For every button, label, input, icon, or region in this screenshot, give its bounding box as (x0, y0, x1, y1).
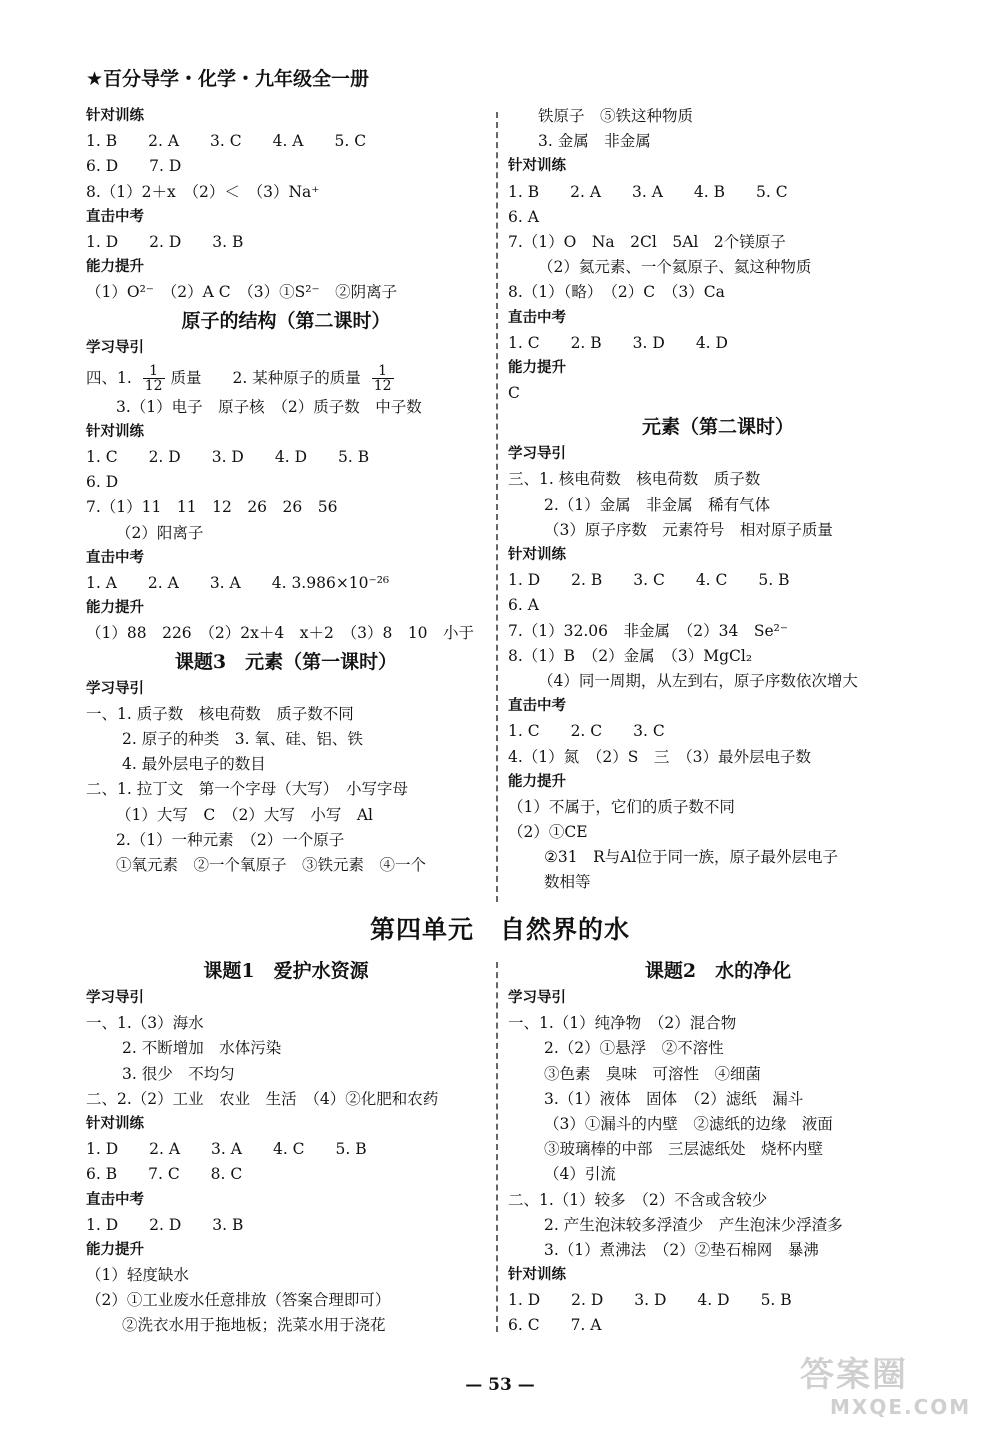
answer-line: 6. C 7. A (508, 1316, 602, 1335)
watermark-url: MXQE.COM (830, 1395, 972, 1419)
answer-line: 二、2.（2）工业 农业 生活 （4）②化肥和农药 (86, 1089, 439, 1108)
answer-line: 8.（1）（略） （2）C （3）Ca (508, 283, 725, 302)
answer-line: 3.（1）煮沸法 （2）②垫石棉网 暴沸 (544, 1240, 819, 1259)
answer-line: （2）阳离子 (116, 523, 204, 542)
answer-line: 1. C 2. D 3. D 4. D 5. B (86, 448, 370, 467)
answer-line: 1. A 2. A 3. A 4. 3.986×10⁻²⁶ (86, 574, 390, 592)
section-heading: 针对训练 (508, 1267, 566, 1284)
answer-line: （2）氦元素、一个氦原子、氦这种物质 (538, 258, 812, 277)
answer-line: （3）①漏斗的内壁 ②滤纸的边缘 液面 (544, 1114, 833, 1133)
section-heading: 能力提升 (86, 600, 144, 617)
answer-line: ②31 R与Al位于同一族，原子最外层电子 (544, 848, 838, 867)
section-heading: 直击中考 (86, 1191, 144, 1208)
answer-line: 一、1.（1）纯净物 （2）混合物 (508, 1014, 737, 1033)
answer-line: （3）原子序数 元素符号 相对原子质量 (544, 520, 833, 539)
answer-line: 6. A (508, 207, 539, 226)
answer-line: 二、1. 拉丁文 第一个字母（大写） 小写字母 (86, 780, 408, 799)
answer-line: 6. D (86, 473, 119, 492)
answer-line: 1. C 2. C 3. C (508, 722, 665, 741)
answer-line: （4）同一周期，从左到右，原子序数依次增大 (538, 671, 858, 690)
answer-line: 6. A (508, 596, 539, 615)
answer-line: 3. 金属 非金属 (538, 132, 651, 151)
answer-line: 1. D 2. D 3. D 4. D 5. B (508, 1291, 792, 1310)
right-column-bottom (508, 956, 928, 1339)
section-heading: 学习导引 (86, 339, 144, 356)
answer-line (86, 361, 486, 395)
fraction (372, 364, 394, 393)
right-column-top (508, 104, 928, 896)
answer-line: 1. B 2. A 3. A 4. B 5. C (508, 182, 788, 201)
answer-text: 质量 2. 某种原子的质量 (170, 368, 366, 387)
fraction-denominator: 12 (373, 378, 392, 395)
left-column-top (86, 104, 486, 878)
answer-line: 2.（1）一种元素 （2）一个原子 (116, 830, 345, 849)
answer-line: （1）轻度缺水 (86, 1266, 189, 1285)
answer-line: （1）大写 C （2）大写 小写 Al (116, 805, 373, 824)
answer-line: （2）①CE (508, 823, 588, 842)
unit-title: 第四单元 自然界的水 (369, 915, 630, 944)
answer-line: 4. 最外层电子的数目 (122, 755, 266, 774)
section-heading: 直击中考 (86, 208, 144, 225)
answer-line: （2）①工业废水任意排放（答案合理即可） (86, 1291, 391, 1310)
section-heading: 针对训练 (86, 108, 144, 124)
book-header: ★百分导学・化学・九年级全一册 (86, 68, 370, 90)
lesson-title: 课题1 爱护水资源 (203, 960, 369, 982)
answer-line: ②洗衣水用于拖地板；洗菜水用于浇花 (122, 1316, 386, 1335)
section-heading: 能力提升 (508, 773, 566, 790)
answer-line: 1. D 2. D 3. B (86, 1215, 244, 1234)
lesson-title: 课题2 水的净化 (644, 960, 792, 982)
section-heading: 针对训练 (508, 158, 566, 175)
section-heading: 学习导引 (508, 990, 566, 1006)
fraction-numerator: 1 (372, 364, 394, 379)
answer-line: 3.（1）电子 原子核 （2）质子数 中子数 (116, 397, 422, 416)
fraction-denominator: 12 (144, 378, 163, 395)
section-heading: 能力提升 (86, 1241, 144, 1258)
answer-line: 一、1. 质子数 核电荷数 质子数不同 (86, 704, 354, 723)
answer-line: 1. D 2. B 3. C 4. C 5. B (508, 571, 790, 590)
column-divider-top (496, 112, 498, 902)
answer-line: 7.（1）11 11 12 26 26 56 (86, 498, 338, 517)
answer-line: （1）不属于，它们的质子数不同 (508, 797, 735, 816)
section-heading: 直击中考 (508, 309, 566, 326)
answer-line: 4.（1）氮 （2）S 三 （3）最外层电子数 (508, 747, 811, 766)
answer-line: 铁原子 ⑤铁这种物质 (538, 107, 694, 125)
answer-line: ③玻璃棒的中部 三层滤纸处 烧杯内壁 (544, 1140, 824, 1159)
answer-line: 6. D 7. D (86, 157, 182, 176)
left-column-bottom (86, 956, 486, 1339)
answer-text: 四、1. (86, 368, 137, 387)
column-divider-bottom (496, 962, 498, 1332)
answer-line: 7.（1）32.06 非金属 （2）34 Se²⁻ (508, 621, 789, 640)
answer-line: 3.（1）液体 固体 （2）滤纸 漏斗 (544, 1089, 804, 1108)
answer-line: 3. 很少 不均匀 (122, 1064, 235, 1083)
lesson-title: 元素（第二课时） (641, 416, 794, 439)
section-heading: 能力提升 (86, 259, 144, 276)
answer-line: （4）引流 (544, 1165, 616, 1184)
answer-line: 一、1.（3）海水 (86, 1014, 204, 1033)
watermark-logo (800, 1355, 980, 1425)
section-heading: 直击中考 (508, 698, 566, 715)
lesson-title: 课题3 元素（第一课时） (174, 650, 398, 673)
answer-line: 7.（1）O Na 2Cl 5Al 2个镁原子 (508, 232, 786, 251)
section-heading: 针对训练 (86, 423, 144, 440)
answer-line: （1）O²⁻ （2）A C （3）①S²⁻ ②阴离子 (86, 283, 398, 302)
section-heading: 直击中考 (86, 549, 144, 566)
answer-line: 8.（1）2＋x （2）＜ （3）Na⁺ (86, 182, 320, 201)
answer-line: 1. B 2. A 3. C 4. A 5. C (86, 132, 367, 151)
answer-line: 数相等 (544, 873, 591, 892)
section-heading: 学习导引 (508, 446, 566, 463)
answer-line: 6. B 7. C 8. C (86, 1165, 243, 1184)
section-heading: 学习导引 (86, 680, 144, 697)
answer-line: 8.（1）B （2）金属 （3）MgCl₂ (508, 646, 753, 665)
section-heading: 学习导引 (86, 990, 144, 1006)
answer-line: 2.（1）金属 非金属 稀有气体 (544, 495, 771, 514)
answer-line: C (508, 384, 520, 403)
answer-line: 2. 原子的种类 3. 氧、硅、铝、铁 (122, 729, 363, 748)
answer-line: ①氧元素 ②一个氧原子 ③铁元素 ④一个 (116, 855, 427, 874)
answer-line: 1. D 2. A 3. A 4. C 5. B (86, 1140, 367, 1159)
answer-line: 1. D 2. D 3. B (86, 232, 244, 251)
answer-line: 2. 不断增加 水体污染 (122, 1039, 282, 1058)
answer-line: 二、1.（1）较多 （2）不含或含较少 (508, 1190, 768, 1209)
answer-line: 三、1. 核电荷数 核电荷数 质子数 (508, 470, 761, 489)
fraction (143, 364, 165, 393)
watermark-text: 答案圈 (800, 1355, 908, 1395)
section-heading: 针对训练 (86, 1115, 144, 1132)
answer-line: ③色素 臭味 可溶性 ④细菌 (544, 1064, 762, 1083)
lesson-title: 原子的结构（第二课时） (181, 309, 391, 332)
answer-line: 2. 产生泡沫较多浮渣少 产生泡沫少浮渣多 (544, 1215, 843, 1234)
answer-line: （1）88 226 （2）2x＋4 x＋2 （3）8 10 小于 (86, 624, 475, 643)
answer-line: 2.（2）①悬浮 ②不溶性 (544, 1039, 724, 1058)
answer-line: 1. C 2. B 3. D 4. D (508, 333, 728, 352)
page-number: — 53 — (465, 1375, 535, 1395)
section-heading: 针对训练 (508, 547, 566, 563)
section-heading: 能力提升 (508, 359, 566, 376)
fraction-numerator: 1 (143, 364, 165, 379)
